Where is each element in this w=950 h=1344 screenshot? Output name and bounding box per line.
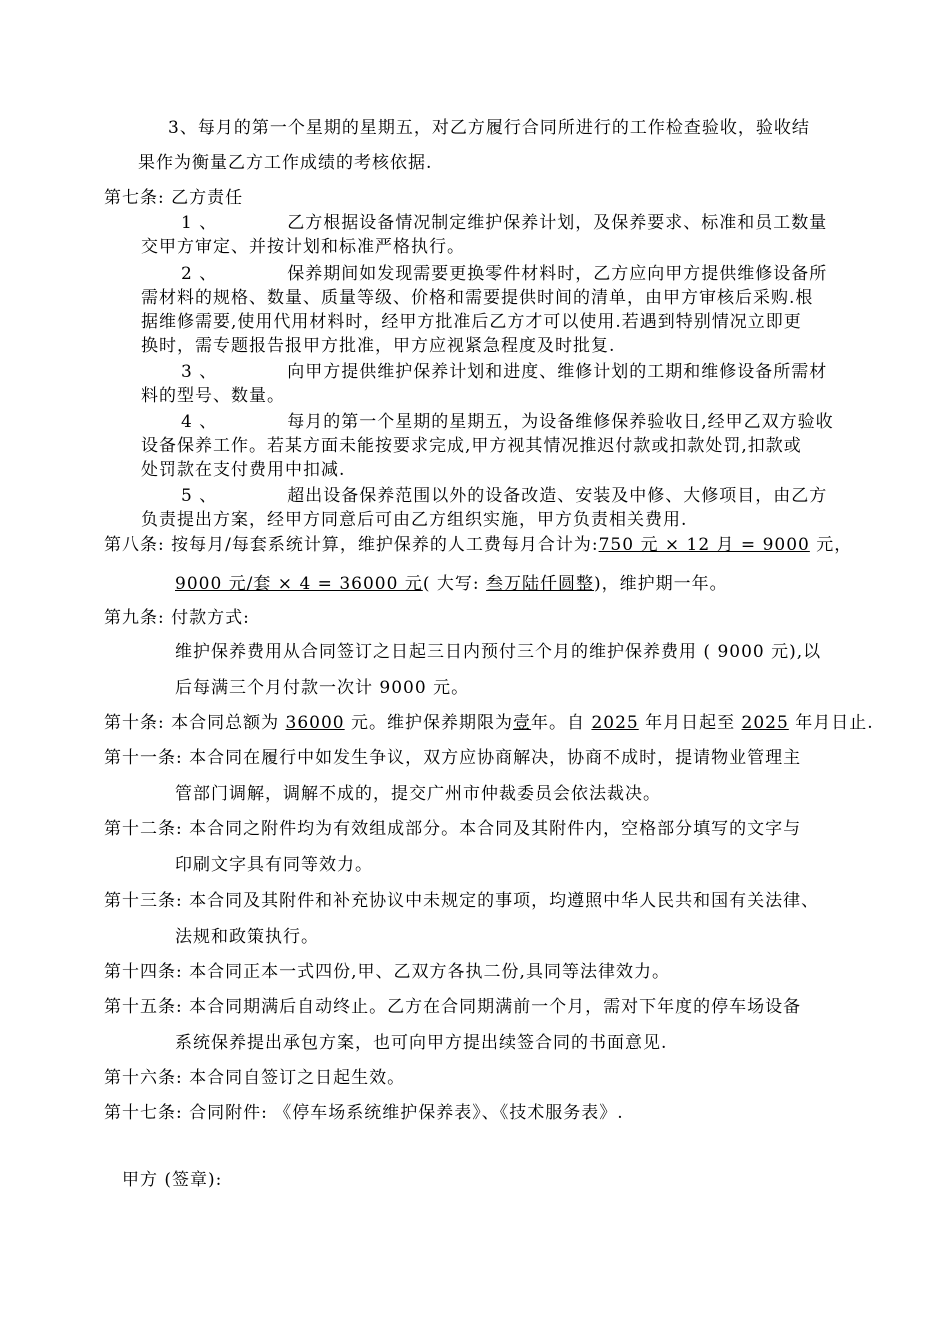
- monthly-fee-formula: 750 元 × 12 月 = 9000: [598, 535, 810, 555]
- article-7-item-2-cont: 换时，需专题报告报甲方批准，甲方应视紧急程度及时批复.: [141, 336, 616, 356]
- annual-fee-formula: 9000 元/套 × 4 = 36000 元: [175, 574, 423, 594]
- article-13-line2: 法规和政策执行。: [175, 927, 319, 947]
- article-14: 第十四条: 本合同正本一式四份,甲、乙双方各执二份,具同等法律效力。: [104, 962, 670, 982]
- article-7-item-4: [181, 410, 834, 434]
- article-10-text: 年月日止.: [788, 713, 874, 733]
- article-7-item-3: [181, 360, 827, 384]
- article-8-end: )，维护期一年。: [593, 574, 728, 594]
- item-text: 保养期间如发现需要更换零件材料时，乙方应向甲方提供维修设备所: [287, 264, 828, 284]
- article-12-line2: 印刷文字具有同等效力。: [175, 855, 373, 875]
- article-7-item-3-cont: 料的型号、数量。: [141, 386, 285, 406]
- article-9-line2: 后每满三个月付款一次计 9000 元。: [175, 678, 470, 698]
- article-7-item-1: [181, 211, 827, 235]
- clause-6-3-line2: 果作为衡量乙方工作成绩的考核依据.: [138, 153, 433, 173]
- article-7-item-5: [181, 484, 827, 508]
- article-7-item-2: [181, 262, 827, 286]
- article-8-mid: ( 大写:: [422, 574, 486, 594]
- end-year: 2025: [741, 713, 789, 733]
- article-7-item-5-cont: 负责提出方案，经甲方同意后可由乙方组织实施，甲方负责相关费用.: [141, 510, 688, 530]
- start-year: 2025: [591, 713, 639, 733]
- article-8-line1: [104, 533, 852, 557]
- article-16: 第十六条: 本合同自签订之日起生效。: [104, 1068, 406, 1088]
- item-number: 1 、: [181, 213, 218, 233]
- article-7-item-4-cont: 设备保养工作。若某方面未能按要求完成,甲方视其情况推迟付款或扣款处罚,扣款或: [141, 436, 802, 456]
- amount-in-words: 叁万陆仟圆整: [485, 574, 594, 594]
- article-10-text: 元。维护保养期限为: [344, 713, 514, 733]
- article-12-line1: 第十二条: 本合同之附件均为有效组成部分。本合同及其附件内，空格部分填写的文字与: [104, 819, 802, 839]
- party-a-signature-label: 甲方 (签章):: [122, 1170, 223, 1190]
- article-8-suffix: 元，: [809, 535, 853, 555]
- item-number: 5 、: [181, 486, 218, 506]
- article-11-line1: 第十一条: 本合同在履行中如发生争议，双方应协商解决，协商不成时，提请物业管理主: [104, 748, 802, 768]
- article-8-prefix: 第八条: 按每月/每套系统计算，维护保养的人工费每月合计为:: [104, 535, 599, 555]
- article-11-line2: 管部门调解，调解不成的，提交广州市仲裁委员会依法裁决。: [175, 784, 661, 804]
- article-7-item-1-cont: 交甲方审定、并按计划和标准严格执行。: [141, 237, 465, 257]
- clause-6-3-line1: 3、每月的第一个星期的星期五，对乙方履行合同所进行的工作检查验收，验收结: [168, 118, 810, 138]
- contract-period: 壹: [513, 713, 532, 733]
- item-text: 超出设备保养范围以外的设备改造、安装及中修、大修项目，由乙方: [287, 486, 828, 506]
- article-7-item-2-cont: 据维修需要,使用代用材料时，经甲方批准后乙方才可以使用.若遇到特别情况立即更: [141, 312, 802, 332]
- article-7-item-2-cont: 需材料的规格、数量、质量等级、价格和需要提供时间的清单，由甲方审核后采购.根: [141, 288, 814, 308]
- article-13-line1: 第十三条: 本合同及其附件和补充协议中未规定的事项，均遵照中华人民共和国有关法律、: [104, 891, 820, 911]
- article-7-heading: 第七条: 乙方责任: [104, 188, 244, 208]
- article-15-line1: 第十五条: 本合同期满后自动终止。乙方在合同期满前一个月，需对下年度的停车场设备: [104, 997, 802, 1017]
- article-15-line2: 系统保养提出承包方案，也可向甲方提出续签合同的书面意见.: [175, 1033, 668, 1053]
- item-number: 3 、: [181, 362, 218, 382]
- contract-total: 36000: [285, 713, 345, 733]
- article-9-heading: 第九条: 付款方式:: [104, 608, 250, 628]
- item-text: 乙方根据设备情况制定维护保养计划，及保养要求、标准和员工数量: [287, 213, 828, 233]
- item-number: 2 、: [181, 264, 218, 284]
- article-8-line2: [175, 572, 728, 596]
- article-9-line1: 维护保养费用从合同签订之日起三日内预付三个月的维护保养费用 ( 9000 元),以: [175, 642, 822, 662]
- article-10-text: 第十条: 本合同总额为: [104, 713, 286, 733]
- item-text: 每月的第一个星期的星期五，为设备维修保养验收日,经甲乙双方验收: [287, 412, 834, 432]
- article-10-text: 年。自: [531, 713, 592, 733]
- article-17: 第十七条: 合同附件: 《停车场系统维护保养表》、《技术服务表》.: [104, 1103, 624, 1123]
- article-7-item-4-cont: 处罚款在支付费用中扣减.: [141, 460, 346, 480]
- article-10-text: 年月日起至: [638, 713, 742, 733]
- item-text: 向甲方提供维护保养计划和进度、维修计划的工期和维修设备所需材: [287, 362, 828, 382]
- article-10: [104, 711, 874, 735]
- item-number: 4 、: [181, 412, 218, 432]
